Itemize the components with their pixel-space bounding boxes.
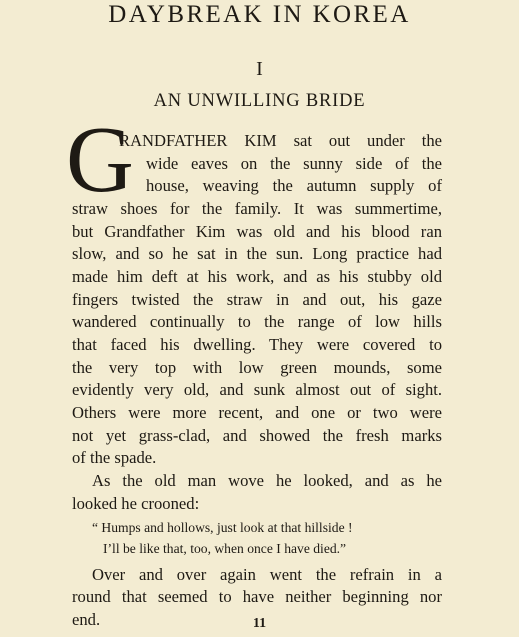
page-number: 11 [252,616,267,631]
text-line: fingers twisted the straw in and out, his gaze [72,290,442,309]
text-line: not yet grass-clad, and showed the fresh marks [72,426,442,445]
chapter-number: I [256,58,263,80]
text-line: straw shoes for the family. It was summertime, [72,199,442,218]
chapter-title: AN UNWILLING BRIDE [153,91,366,111]
text-line: wandered continually to the range of low hills [72,312,442,331]
drop-cap: G [66,108,134,212]
text-line: house, weaving the autumn supply of [146,176,442,195]
text-line: looked he crooned: [72,494,200,513]
running-head: DAYBREAK IN KOREA [108,1,411,28]
text-line: end. [72,610,101,629]
text-line: round that seemed to have neither beginning nor [72,587,442,606]
text-line: Over and over again went the refrain in a [92,565,442,584]
text-line: made him deft at his work, and as his stubby old [72,267,442,286]
verse-line: “ Humps and hollows, just look at that hillside ! [92,520,353,535]
text-line: As the old man wove he looked, and as he [92,471,442,490]
text-line: slow, and so he sat in the sun. Long practice had [72,244,442,263]
text-line: the very top with low green mounds, some [72,358,442,377]
text-line: Others were more recent, and one or two were [72,403,442,422]
text-line: of the spade. [72,448,157,467]
text-line: wide eaves on the sunny side of the [146,154,442,173]
text-line: RANDFATHER KIM sat out under the [119,131,442,150]
text-line: that faced his dwelling. They were covered to [72,335,442,354]
text-line: evidently very old, and sunk almost out of sight. [72,380,442,399]
verse-line: I’ll be like that, too, when once I have died.” [103,541,347,556]
text-line: but Grandfather Kim was old and his blood ran [72,222,442,241]
